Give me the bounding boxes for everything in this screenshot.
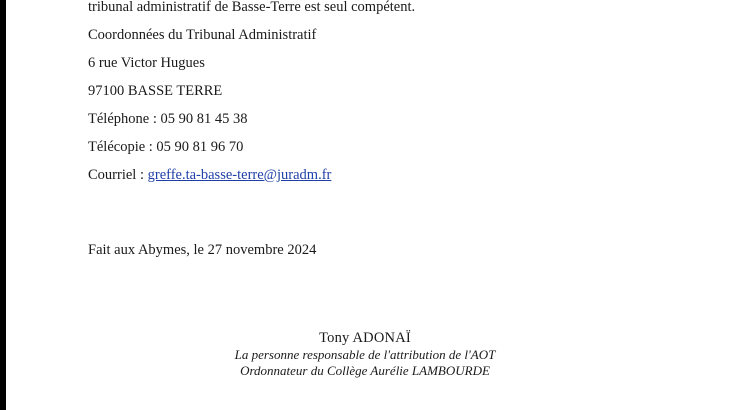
paragraph-line: 97100 BASSE TERRE (88, 83, 223, 99)
signatory-role-line-1: La personne responsable de l'attribution de l'AOT (234, 347, 496, 362)
paragraph-line: Télécopie : 05 90 81 96 70 (88, 139, 244, 155)
paragraph-line: tribunal administratif de Basse-Terre est seul compétent. (88, 0, 416, 15)
signature-block (0, 330, 730, 379)
document-body (88, 0, 648, 258)
section-spacer (88, 183, 648, 213)
place-and-date: Fait aux Abymes, le 27 novembre 2024 (88, 242, 317, 258)
email-link[interactable]: greffe.ta-basse-terre@juradm.fr (147, 167, 332, 183)
paragraph-line: 6 rue Victor Hugues (88, 55, 205, 71)
paragraph-line: Téléphone : 05 90 81 45 38 (88, 111, 248, 127)
signatory-name: Tony ADONAÏ (319, 330, 411, 346)
email-label: Courriel : (88, 167, 148, 183)
paragraph-line: Coordonnées du Tribunal Administratif (88, 27, 317, 43)
signatory-role-line-2: Ordonnateur du Collège Aurélie LAMBOURDE (240, 363, 490, 378)
section-spacer (88, 213, 648, 243)
email-line (88, 168, 648, 183)
